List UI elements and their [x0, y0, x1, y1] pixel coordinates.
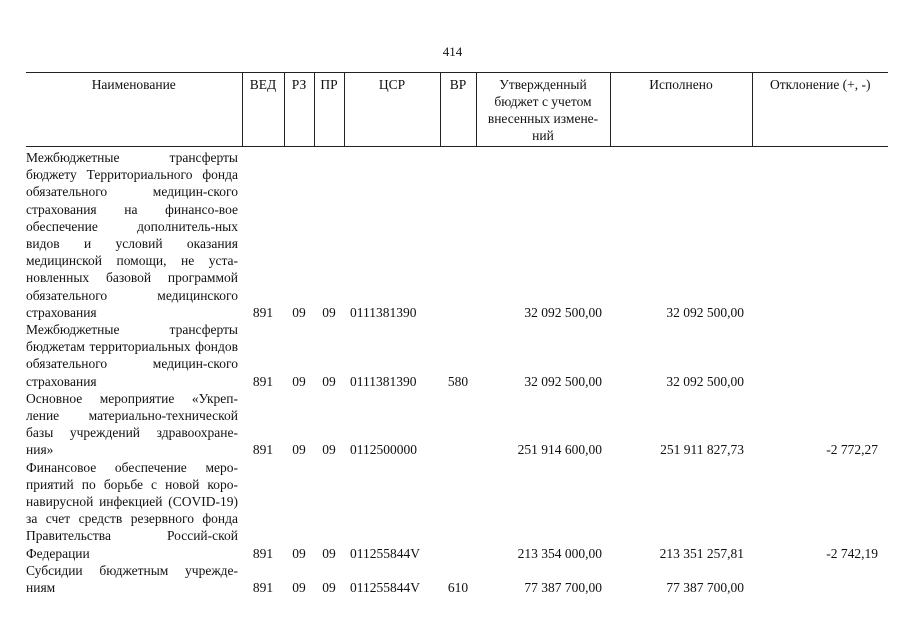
header-vr: ВР: [440, 73, 476, 147]
header-approved: Утвержденный бюджет с учетом внесенных измене-ний: [476, 73, 610, 147]
row-name: Субсидии бюджетным учрежде-ниям: [26, 562, 238, 596]
row-name: Межбюджетные трансферты бюджету Территориального фонда обязательного медицин-ского страхования на финансо-вое обеспечение дополнитель-ных видов и условий оказания медицинской помощи, не уста-новленных базовой программой обязательного медицинского страхования: [26, 150, 238, 320]
row-csr: 011255844V: [350, 580, 420, 596]
table-row: [26, 459, 888, 562]
row-pr: 09: [322, 580, 336, 596]
row-vr: [440, 459, 476, 562]
row-approved: 251 914 600,00: [517, 442, 602, 458]
row-rz: 09: [292, 373, 306, 389]
row-ved: 891: [252, 373, 274, 389]
table-row: [26, 321, 888, 390]
header-csr: ЦСР: [344, 73, 440, 147]
row-approved: 32 092 500,00: [524, 304, 602, 320]
row-name: Основное мероприятие «Укреп-ление материально-технической базы учреждений здравоохране-ния»: [26, 390, 238, 458]
row-ved: 891: [252, 545, 274, 561]
row-executed: 251 911 827,73: [660, 442, 744, 458]
row-csr: 011255844V: [350, 545, 420, 561]
row-deviation: -2 742,19: [826, 545, 878, 561]
row-vr: [440, 390, 476, 459]
row-ved: 891: [252, 304, 274, 320]
header-pr: ПР: [314, 73, 344, 147]
row-csr: 0111381390: [350, 373, 417, 389]
row-vr: 580: [447, 373, 469, 389]
row-executed: 213 351 257,81: [659, 545, 744, 561]
row-vr: [440, 147, 476, 322]
row-rz: 09: [292, 442, 306, 458]
row-name: Межбюджетные трансферты бюджетам территориальных фондов обязательного медицин-ского страхования: [26, 322, 238, 389]
row-ved: 891: [252, 442, 274, 458]
row-deviation: -2 772,27: [826, 442, 878, 458]
header-deviation: Отклонение (+, -): [752, 73, 888, 147]
row-vr: 610: [447, 580, 469, 596]
row-pr: 09: [322, 545, 336, 561]
row-executed: 32 092 500,00: [666, 304, 744, 320]
table-row: [26, 562, 888, 596]
table-row: [26, 147, 888, 322]
row-rz: 09: [292, 580, 306, 596]
row-pr: 09: [322, 373, 336, 389]
table-header-row: [26, 73, 888, 147]
row-rz: 09: [292, 545, 306, 561]
row-pr: 09: [322, 442, 336, 458]
row-approved: 213 354 000,00: [517, 545, 602, 561]
row-approved: 32 092 500,00: [524, 373, 602, 389]
row-ved: 891: [252, 580, 274, 596]
header-name: Наименование: [26, 73, 242, 147]
row-csr: 0112500000: [350, 442, 417, 458]
row-deviation: [752, 562, 888, 596]
row-rz: 09: [292, 304, 306, 320]
budget-table: [26, 72, 888, 596]
row-pr: 09: [322, 304, 336, 320]
header-ved: ВЕД: [242, 73, 284, 147]
table-row: [26, 390, 888, 459]
row-deviation: [752, 147, 888, 322]
row-executed: 77 387 700,00: [666, 580, 744, 596]
row-executed: 32 092 500,00: [666, 373, 744, 389]
page-number: 414: [442, 44, 463, 59]
header-executed: Исполнено: [610, 73, 752, 147]
row-deviation: [752, 321, 888, 390]
row-name: Финансовое обеспечение меро-приятий по борьбе с новой коро-навирусной инфекцией (COVID-19) за счет средств резервного фонда Правительства Россий-ской Федерации: [26, 459, 238, 561]
header-rz: РЗ: [284, 73, 314, 147]
row-approved: 77 387 700,00: [524, 580, 602, 596]
row-csr: 0111381390: [350, 304, 417, 320]
